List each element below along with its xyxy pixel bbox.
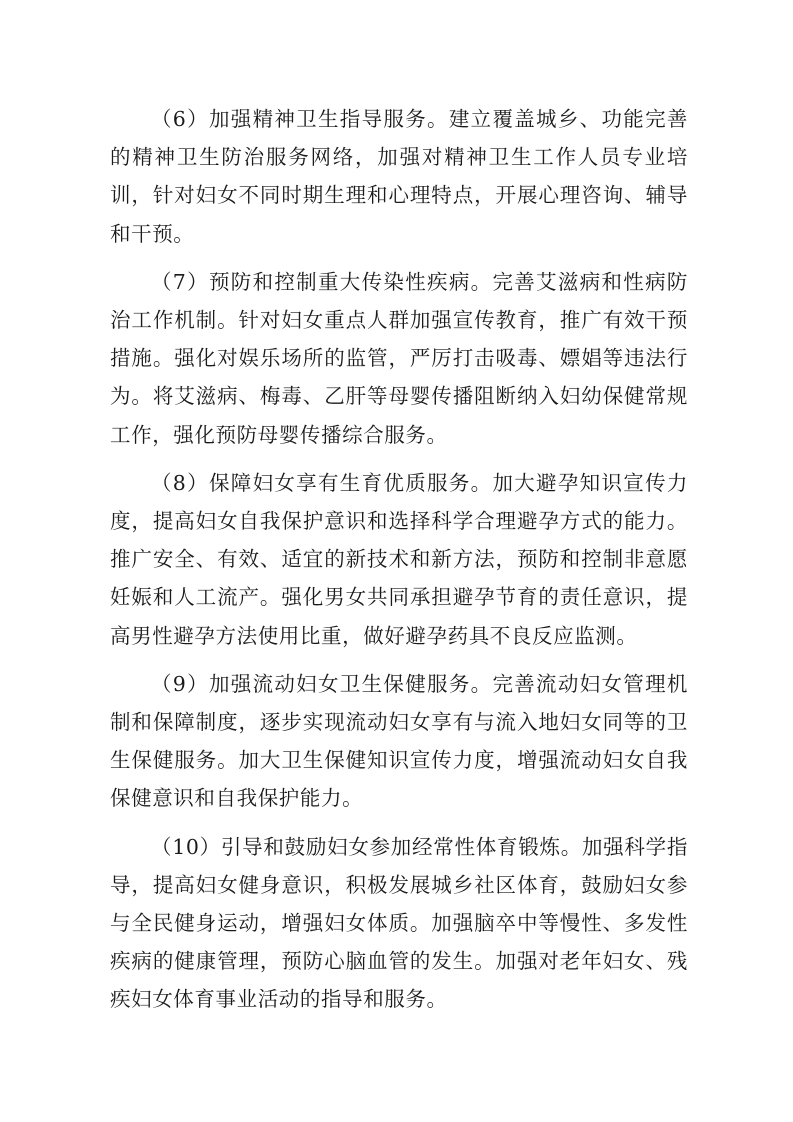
paragraph-8: （8）保障妇女享有生育优质服务。加大避孕知识宣传力度，提高妇女自我保护意识和选择科学合理避孕方式的能力。推广安全、有效、适宜的新技术和新方法，预防和控制非意愿妊娠和人工流产。强化男女共同承担避孕节育的责任意识，提高男性避孕方法使用比重，做好避孕药具不良反应监测。: [110, 470, 688, 648]
paragraph-10: （10）引导和鼓励妇女参加经常性体育锻炼。加强科学指导，提高妇女健身意识，积极发展城乡社区体育，鼓励妇女参与全民健身运动，增强妇女体质。加强脑卒中等慢性、多发性疾病的健康管理，预防心脑血管的发生。加强对老年妇女、残疾妇女体育事业活动的指导和服务。: [110, 834, 688, 1012]
paragraph-9: （9）加强流动妇女卫生保健服务。完善流动妇女管理机制和保障制度，逐步实现流动妇女享有与流入地妇女同等的卫生保健服务。加大卫生保健知识宣传力度，增强流动妇女自我保健意识和自我保护能力。: [110, 671, 688, 811]
paragraph-7: （7）预防和控制重大传染性疾病。完善艾滋病和性病防治工作机制。针对妇女重点人群加强宣传教育，推广有效干预措施。强化对娱乐场所的监管，严厉打击吸毒、嫖娼等违法行为。将艾滋病、梅毒、乙肝等母婴传播阻断纳入妇幼保健常规工作，强化预防母婴传播综合服务。: [110, 269, 688, 447]
document-body: [110, 100, 688, 1029]
paragraph-6: （6）加强精神卫生指导服务。建立覆盖城乡、功能完善的精神卫生防治服务网络，加强对精神卫生工作人员专业培训，针对妇女不同时期生理和心理特点，开展心理咨询、辅导和干预。: [110, 107, 688, 246]
